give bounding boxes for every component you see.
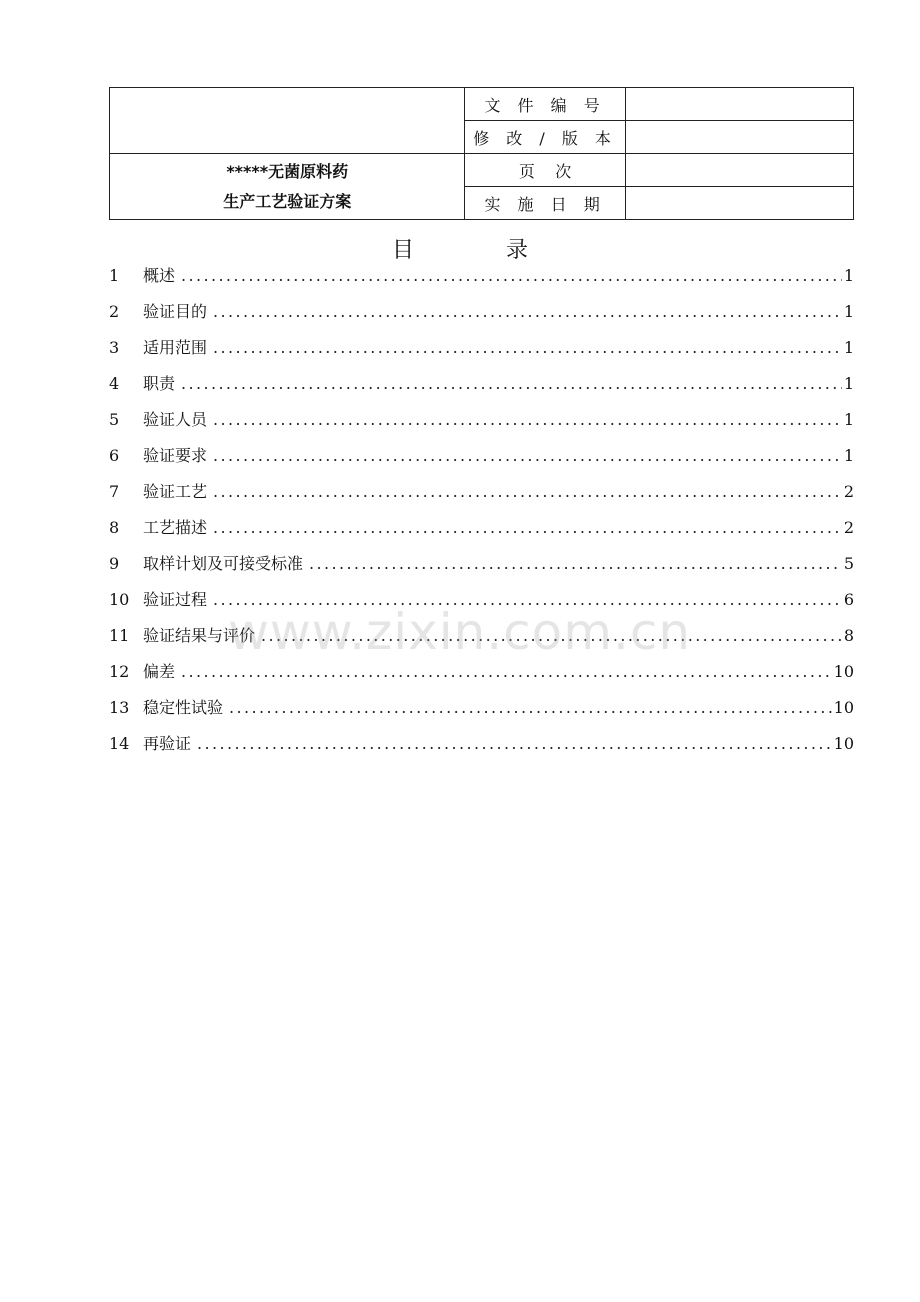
toc-dot-leader <box>181 370 842 398</box>
toc-entry-title: 工艺描述 <box>143 518 208 537</box>
toc-entry-number: 3 <box>109 338 120 357</box>
toc-entry[interactable] <box>109 550 854 586</box>
toc-entry-title: 概述 <box>143 266 176 285</box>
toc-entry[interactable] <box>109 730 854 766</box>
toc-entry-title: 稳定性试验 <box>143 698 224 717</box>
toc-entry-number: 11 <box>109 626 130 645</box>
toc-dot-leader <box>213 298 842 326</box>
toc-entry-number: 13 <box>109 698 130 717</box>
toc-entry-title: 验证要求 <box>143 446 208 465</box>
toc-entry-page: 1 <box>843 302 854 321</box>
toc-entry[interactable] <box>109 262 854 298</box>
toc-entry-page: 10 <box>833 734 854 753</box>
toc-dot-leader <box>213 406 842 434</box>
toc-dot-leader <box>181 658 832 686</box>
toc-dot-leader <box>229 694 832 722</box>
document-title-line1: *****无菌原料药 <box>226 161 349 181</box>
page-label: 页 次 <box>465 154 625 187</box>
toc-heading-part1: 目 <box>391 238 414 263</box>
toc-dot-leader <box>261 622 842 650</box>
revision-value <box>625 121 853 154</box>
toc-dot-leader <box>181 262 842 290</box>
toc-entry-number: 8 <box>109 518 120 537</box>
toc-entry[interactable] <box>109 478 854 514</box>
file-number-value <box>625 88 853 121</box>
file-number-label: 文 件 编 号 <box>465 88 625 121</box>
toc-dot-leader <box>197 730 832 758</box>
toc-entry-page: 2 <box>843 482 854 501</box>
toc-dot-leader <box>213 334 842 362</box>
toc-entry-number: 2 <box>109 302 120 321</box>
toc-entry-page: 1 <box>843 410 854 429</box>
toc-dot-leader <box>213 478 842 506</box>
toc-dot-leader <box>309 550 842 578</box>
toc-heading <box>0 233 920 264</box>
toc-entry-number: 6 <box>109 446 120 465</box>
toc-dot-leader <box>213 514 842 542</box>
toc-entry-number: 10 <box>109 590 130 609</box>
toc-entry-number: 7 <box>109 482 120 501</box>
toc-entry-title: 验证目的 <box>143 302 208 321</box>
watermark: www.zixin.com.cn <box>228 603 692 661</box>
toc-entry-title: 验证过程 <box>143 590 208 609</box>
document-title-line2: 生产工艺验证方案 <box>223 191 352 211</box>
toc-entry-page: 5 <box>843 554 854 573</box>
toc-entry-title: 再验证 <box>143 734 192 753</box>
toc-entry[interactable] <box>109 334 854 370</box>
toc-entry-title: 验证工艺 <box>143 482 208 501</box>
toc-entry-page: 6 <box>843 590 854 609</box>
toc-entry-title: 验证结果与评价 <box>143 626 256 645</box>
revision-label: 修 改 / 版 本 <box>465 121 625 154</box>
toc-entry-title: 取样计划及可接受标准 <box>143 554 304 573</box>
toc-entry[interactable] <box>109 622 854 658</box>
toc-entry-title: 职责 <box>143 374 176 393</box>
toc-entry-number: 12 <box>109 662 130 681</box>
table-of-contents <box>109 262 854 766</box>
toc-entry[interactable] <box>109 442 854 478</box>
effective-date-label: 实 施 日 期 <box>465 187 625 220</box>
toc-entry-number: 4 <box>109 374 120 393</box>
toc-entry-page: 1 <box>843 374 854 393</box>
toc-entry-page: 2 <box>843 518 854 537</box>
toc-entry-page: 10 <box>833 698 854 717</box>
toc-entry-page: 1 <box>843 266 854 285</box>
effective-date-value <box>625 187 853 220</box>
toc-entry-page: 1 <box>843 338 854 357</box>
toc-entry-number: 9 <box>109 554 120 573</box>
page-value <box>625 154 853 187</box>
toc-entry[interactable] <box>109 298 854 334</box>
document-title <box>110 154 465 220</box>
document-header-table <box>109 87 854 220</box>
toc-entry-number: 1 <box>109 266 120 285</box>
toc-entry-title: 验证人员 <box>143 410 208 429</box>
toc-dot-leader <box>213 442 842 470</box>
toc-entry-title: 适用范围 <box>143 338 208 357</box>
toc-entry[interactable] <box>109 586 854 622</box>
toc-entry-title: 偏差 <box>143 662 176 681</box>
toc-entry-number: 14 <box>109 734 130 753</box>
header-row-page <box>110 154 854 187</box>
toc-entry-page: 8 <box>843 626 854 645</box>
toc-entry-page: 10 <box>833 662 854 681</box>
toc-entry[interactable] <box>109 694 854 730</box>
toc-entry[interactable] <box>109 406 854 442</box>
toc-dot-leader <box>213 586 842 614</box>
toc-entry[interactable] <box>109 658 854 694</box>
toc-entry-page: 1 <box>843 446 854 465</box>
header-blank-cell <box>110 88 465 154</box>
toc-entry[interactable] <box>109 514 854 550</box>
header-row-file-number <box>110 88 854 121</box>
toc-heading-part2: 录 <box>506 238 529 263</box>
toc-entry-number: 5 <box>109 410 120 429</box>
toc-entry[interactable] <box>109 370 854 406</box>
